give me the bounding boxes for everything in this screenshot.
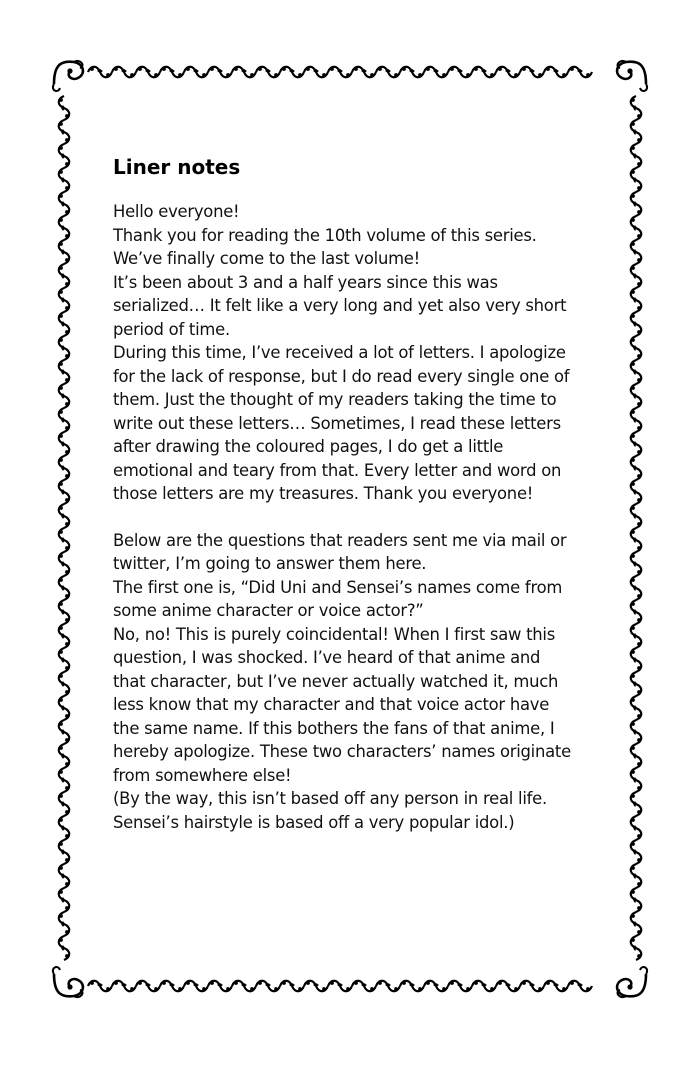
page-title: Liner notes bbox=[113, 155, 241, 179]
paragraph-questions: Below are the questions that readers sent me via mail or twitter, I’m going to answer them here. The first one is, “Did Uni and Sensei’s names come from some anime character or voice actor?” No, no! This is purely coincidental! When I first saw this question, I was shocked. I’ve heard of that anime and that character, but I’ve never actually watched it, much less know that my character and that voice actor have the same name. If this bothers the fans of that anime, I hereby apologize. These two characters’ names originate from somewhere else! (By the way, this isn’t based off any person in real life. Sensei’s hairstyle is based off a very popular idol.) bbox=[113, 530, 571, 832]
paragraph-gap bbox=[113, 506, 593, 529]
paragraph-greeting: Hello everyone! Thank you for reading the 10th volume of this series. We’ve finally come to the last volume! It’s been about 3 and a half years since this was serialized… It felt like a very long and yet also very short period of time. During this time, I’ve received a lot of letters. I apologize for the lack of response, but I do read every single one of them. Just the thought of my readers taking the time to write out these letters… Sometimes, I read these letters after drawing the coloured pages, I do get a little emotional and teary from that. Every letter and word on those letters are my treasures. Thank you everyone! bbox=[113, 202, 570, 503]
liner-notes-page bbox=[113, 150, 593, 834]
